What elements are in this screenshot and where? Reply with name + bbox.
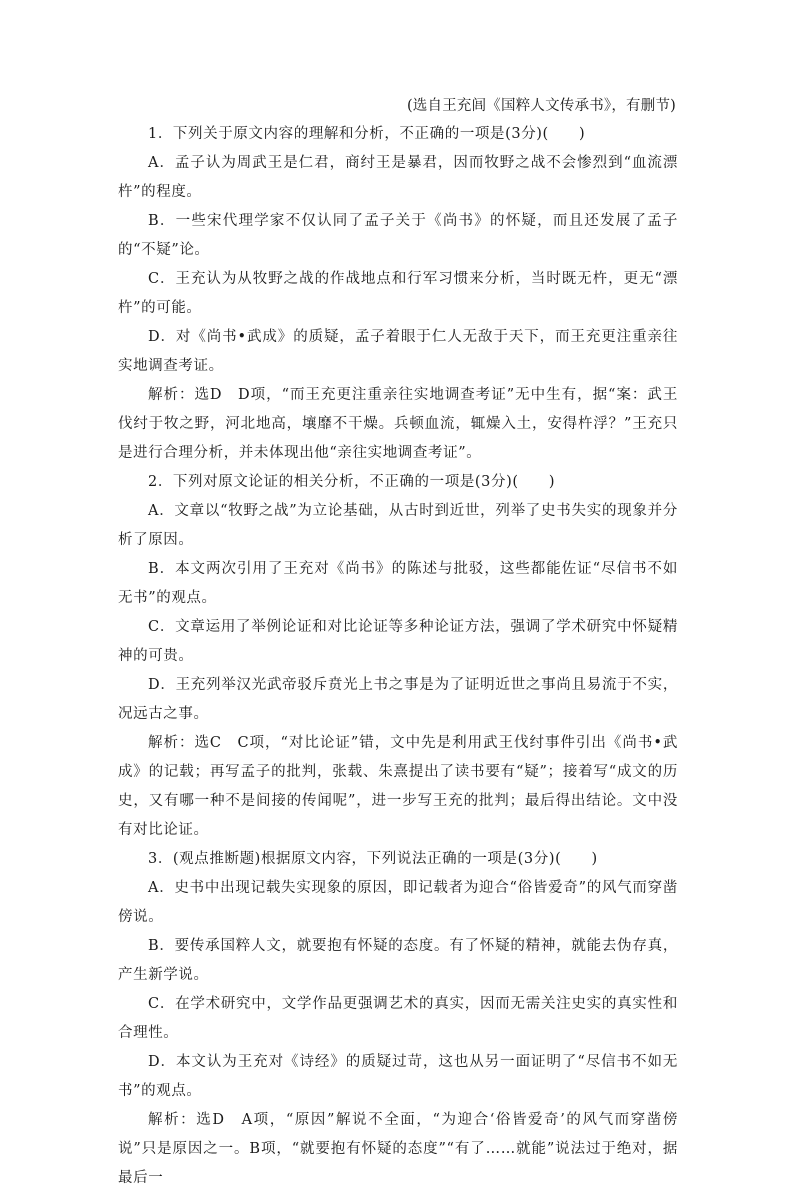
question-2-stem: 2．下列对原文论证的相关分析，不正确的一项是(3分)( ) — [148, 474, 556, 490]
source-citation: (选自王充闾《国粹人文传承书》，有删节) — [406, 98, 676, 114]
question-2-option-b: B．本文两次引用了王充对《尚书》的陈述与批驳，这些都能佐证“尽信书不如无书”的观点。 — [118, 561, 678, 606]
question-1-option-a: A．孟子认为周武王是仁君，商纣王是暴君，因而牧野之战不会惨烈到“血流漂杵”的程度。 — [118, 155, 678, 200]
question-3-option-d: D．本文认为王充对《诗经》的质疑过苛，这也从另一面证明了“尽信书不如无书”的观点。 — [118, 1054, 678, 1099]
question-3-option-c: C．在学术研究中，文学作品更强调艺术的真实，因而无需关注史实的真实性和合理性。 — [118, 996, 678, 1041]
question-1-option-c: C．王充认为从牧野之战的作战地点和行军习惯来分析，当时既无杵，更无“漂杵”的可能。 — [118, 271, 678, 316]
question-2-option-c: C．文章运用了举例论证和对比论证等多种论证方法，强调了学术研究中怀疑精神的可贵。 — [118, 619, 678, 664]
question-3-option-b: B．要传承国粹人文，就要抱有怀疑的态度。有了怀疑的精神，就能去伪存真，产生新学说。 — [118, 938, 678, 983]
question-1-stem: 1．下列关于原文内容的理解和分析，不正确的一项是(3分)( ) — [148, 126, 586, 142]
question-1-option-b: B．一些宋代理学家不仅认同了孟子关于《尚书》的怀疑，而且还发展了孟子的“不疑”论。 — [118, 213, 678, 258]
question-1-option-d: D．对《尚书•武成》的质疑，孟子着眼于仁人无敌于天下，而王充更注重亲往实地调查考证。 — [118, 329, 678, 374]
question-2-analysis: 解析：选C C项，“对比论证”错，文中先是利用武王伐纣事件引出《尚书•武成》的记载；再写孟子的批判，张载、朱熹提出了读书要有“疑”；接着写“成文的历史，又有哪一种不是间接的传闻呢”，进一步写王充的批判；最后得出结论。文中没有对比论证。 — [118, 735, 678, 838]
question-3-analysis: 解析：选D A项，“原因”解说不全面，“为迎合‘俗皆爱奇’的风气而穿凿傍说”只是原因之一。B项，“就要抱有怀疑的态度”“有了……就能”说法过于绝对，据最后一 — [118, 1112, 678, 1186]
question-body — [118, 120, 678, 1193]
question-3-stem: 3．(观点推断题)根据原文内容，下列说法正确的一项是(3分)( ) — [148, 851, 598, 867]
question-1-analysis: 解析：选D D项，“而王充更注重亲往实地调查考证”无中生有，据“案：武王伐纣于牧之野，河北地高，壤靡不干燥。兵顿血流，辄燥入土，安得杵浮？”王充只是进行合理分析，并未体现出他“亲往实地调查考证”。 — [118, 387, 678, 461]
question-3-option-a: A．史书中出现记载失实现象的原因，即记载者为迎合“俗皆爱奇”的风气而穿凿傍说。 — [118, 880, 678, 925]
question-2-option-a: A．文章以“牧野之战”为立论基础，从古时到近世，列举了史书失实的现象并分析了原因。 — [118, 503, 678, 548]
question-2-option-d: D．王充列举汉光武帝驳斥贲光上书之事是为了证明近世之事尚且易流于不实，况远古之事。 — [118, 677, 678, 722]
